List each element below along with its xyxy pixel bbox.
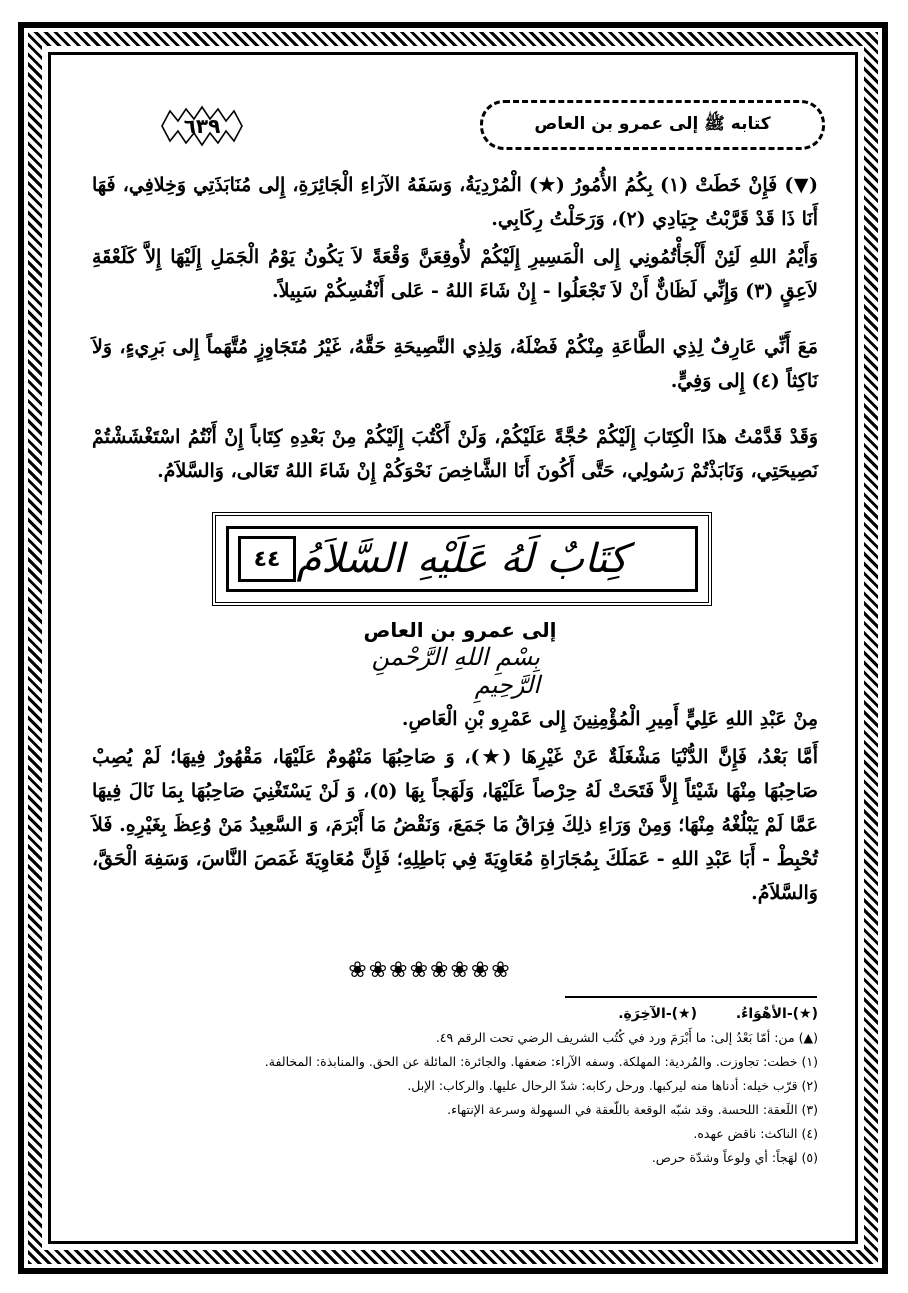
footnote-2: (٢) قرّب خيله: أدناها منه ليركبها. ورحل ركابه: شدّ الرحال عليها. والركاب: الإبل.	[407, 1078, 818, 1093]
footnote-3: (٣) اللَعقة: اللحسة. وقد شبّه الوقعة باللّعقة في السهولة وسرعة الإنتهاء.	[447, 1102, 818, 1117]
footnote-1: (١) خطت: تجاوزت. والمُردية: المهلكة. وسفه الآراء: ضعفها. والجائرة: المائلة عن الحق. والمنابذة: المخالفة.	[264, 1054, 818, 1069]
footnotes	[92, 1002, 818, 1170]
letter-number: ٤٤	[238, 536, 296, 582]
running-title	[480, 100, 825, 150]
footnote-source: (▲) من: أمّا بَعْدُ إلى: ما أَبْرَمَ ورد في كُتُب الشريف الرضي تحت الرقم ٤٩.	[435, 1030, 818, 1045]
paragraph-4: وَقَدْ قَدَّمْتُ هذَا الْكِتَابَ إِلَيْكُمْ حُجَّةً عَلَيْكُمْ، وَلَنْ أَكْتُبَ إِلَيْكُمْ مِنْ بَعْدِهِ كِتَاباً إِنْ أَنْتُمُ اسْتَغْشَشْتُمْ نَصِيحَتِي، وَنَابَذْتُمْ رَسُولِي، حَتَّى أَكُونَ أَنَا الشَّاخِصَ نَحْوَكُمْ إِنْ شَاءَ اللهُ تَعَالى، وَالسَّلاَمُ.	[92, 426, 818, 482]
basmala: بِسْمِ اللهِ الرَّحْمنِ الرَّحِيمِ	[371, 643, 540, 699]
footnote-4: (٤) الناكث: ناقض عهده.	[693, 1126, 818, 1141]
page-number	[156, 103, 248, 149]
letter-title-frame	[226, 526, 698, 592]
letter-title-box	[212, 512, 712, 606]
variant-2: (★)-الآخِرَةِ.	[618, 1006, 697, 1022]
page-number-text: ٦٣٩	[183, 114, 221, 138]
footnote-rule	[565, 996, 817, 998]
variant-1: (★)-الأهْوَاءُ.	[735, 1006, 818, 1022]
paragraph-2: وَأَيْمُ اللهِ لَئِنْ أَلْجَأْتُمُونِي إِلى الْمَسِيرِ إِلَيْكُمْ لأُوقِعَنَّ وَقْعَةً لاَ يَكُونُ يَوْمُ الْجَمَلِ إِلَيْهَا إِلاَّ كَلَعْقَةِ لاَعِقٍ (٣) وَإِنِّي لَظَانٌّ أَنْ لاَ تَجْعَلُوا - إِنْ شَاءَ اللهُ - عَلى أَنْفُسِكُمْ سَبِيلاً.	[92, 246, 818, 302]
footnote-5: (٥) لهَجاً: أي ولوعاً وشدّة حرص.	[651, 1150, 818, 1165]
separator-ornament: ❀❀❀❀❀❀❀❀	[348, 958, 512, 983]
letter-recipient: إلى عمرو بن العاص	[363, 618, 557, 642]
paragraph-1: (▼) فَإِنْ خَطَتْ (١) بِكُمُ الأُمُورُ (★) الْمُرْدِيَةُ، وَسَفَهُ الآرَاءِ الْجَائِرَةِ، إِلى مُنَابَذَتِي وَخِلافِي، فَهَا أَنَا ذَا قَدْ قَرَّبْتُ جِيَادِي (٢)، وَرَحَلْتُ رِكَابِي.	[92, 174, 818, 230]
letter-opening: مِنْ عَبْدِ اللهِ عَلِيٍّ أَمِيرِ الْمُؤْمِنِينَ إِلى عَمْرِو بْنِ الْعَاصِ.	[401, 708, 818, 730]
paragraph-3: مَعَ أَنِّي عَارِفٌ لِذِي الطَّاعَةِ مِنْكُمْ فَضْلَهُ، وَلِذِي النَّصِيحَةِ حَقَّهُ، غَيْرُ مُتَجَاوِزٍ مُتَّهَماً إِلى بَرِيءٍ، وَلاَ نَاكِثاً (٤) إِلى وَفِيٍّ.	[92, 336, 818, 392]
letter-body: أَمَّا بَعْدُ، فَإِنَّ الدُّنْيَا مَشْغَلَةٌ عَنْ غَيْرِهَا (★)، وَ صَاحِبُهَا مَنْهُومٌ عَلَيْهَا، مَقْهُورٌ فِيهَا؛ لَمْ يُصِبْ صَاحِبُهَا مِنْهَا شَيْئاً إِلاَّ فَتَحَتْ لَهُ حِرْصاً عَلَيْهَا، وَلَهَجاً بِهَا (٥)، وَ لَنْ يَسْتَغْنِيَ صَاحِبُهَا بِمَا نَالَ فِيهَا عَمَّا لَمْ يَبْلُغْهُ مِنْهَا؛ وَمِنْ وَرَاءِ ذلِكَ فِرَاقُ مَا جَمَعَ، وَنَقْضُ مَا أَبْرَمَ، وَ السَّعِيدُ مَنْ وُعِظَ بِغَيْرِهِ. فَلاَ تُحْبِطْ - أَبَا عَبْدِ اللهِ - عَمَلَكَ بِمُجَارَاةِ مُعَاوِيَةَ فِي بَاطِلِهِ؛ فَإِنَّ مُعَاوِيَةَ غَمَصَ النَّاسَ، وَسَفِهَ الْحَقَّ، وَالسَّلاَمُ.	[92, 746, 818, 904]
letter-title: كِتَابٌ لَهُ عَلَيْهِ السَّلاَمُ	[296, 536, 628, 582]
running-title-text: كتابه ﷺ إلى عمرو بن العاص	[534, 113, 771, 134]
variant-readings	[92, 1002, 818, 1026]
